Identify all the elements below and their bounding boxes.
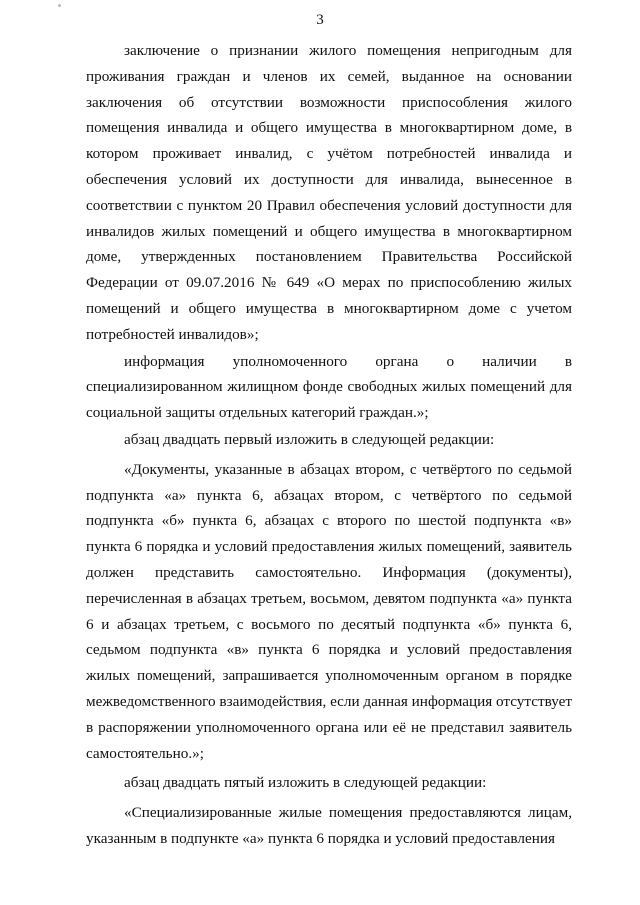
paragraph-specialized-housing: «Специализированные жилые помещения предоставляются лицам, указанным в подпункте «а» пункта 6 порядка и условий предоставления: [86, 804, 572, 847]
paragraph-amendment-25: абзац двадцать пятый изложить в следующей редакции:: [124, 774, 487, 792]
paragraph-authority-information: информация уполномоченного органа о наличии в специализированном жилищном фонде свободных жилых помещений для социальной защиты отдельных категорий граждан.»;: [86, 352, 572, 422]
paragraph-amendment-21: абзац двадцать первый изложить в следующей редакции:: [124, 430, 495, 448]
page-number: 3: [316, 12, 324, 28]
paragraph-documents-list: «Документы, указанные в абзацах втором, с четвёртого по седьмой подпункта «а» пункта 6, абзацах втором, с четвёртого по седьмой подпункта «б» пункта 6, абзацах с второго по шестой подпункта «в» пункта 6 порядка и условий предоставления жилых помещений, заявитель должен представить самостоятельно. Информация (документы), перечисленная в абзацах третьем, восьмом, девятом подпункта «а» пункта 6 и абзацах третьем, с восьмого по десятый подпункта «б» пункта 6, седьмом подпункта «в» пункта 6 порядка и условий предоставления жилых помещений, запрашивается уполномоченным органом в порядке межведомственного взаимодействия, если данная информация отсутствует в распоряжении уполномоченного органа или её не представил заявитель самостоятельно.»;: [86, 460, 572, 762]
document-body: [86, 38, 572, 852]
scan-speck: [58, 4, 61, 7]
paragraph-conclusion-unfit-housing: заключение о признании жилого помещения непригодным для проживания граждан и членов их семей, выданное на основании заключения об отсутствии возможности приспособления жилого помещения инвалида и общего имущества в многоквартирном доме, в котором проживает инвалид, с учётом потребностей инвалида и обеспечения условий их доступности для инвалида, вынесенное в соответствии с пунктом 20 Правил обеспечения условий доступности для инвалидов жилых помещений и общего имущества в многоквартирном доме, утвержденных постановлением Правительства Российской Федерации от 09.07.2016 № 649 «О мерах по приспособлению жилых помещений и общего имущества в многоквартирном доме с учетом потребностей инвалидов»;: [86, 42, 572, 343]
